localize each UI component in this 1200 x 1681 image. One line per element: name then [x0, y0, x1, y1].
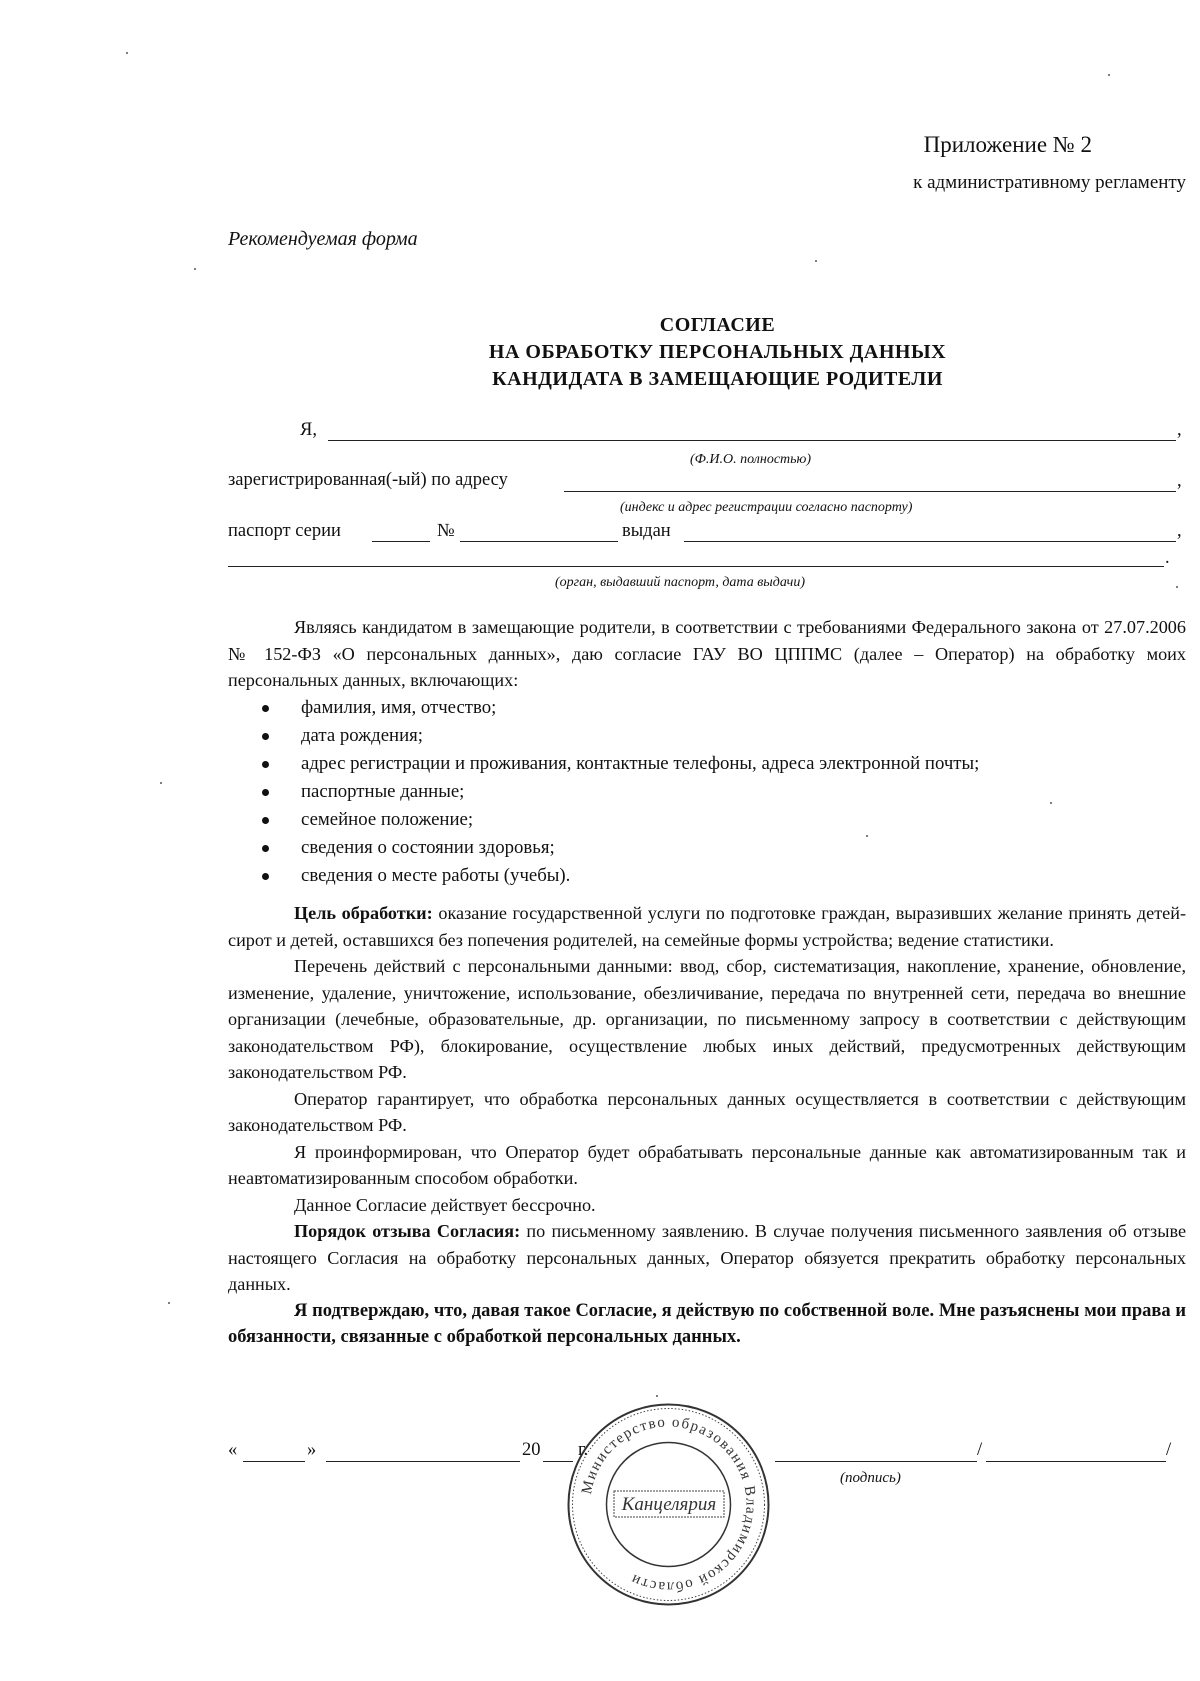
date-quote-open: «: [228, 1440, 238, 1460]
stamp-center-text: Канцелярия: [621, 1494, 717, 1515]
list-item: сведения о состоянии здоровья;: [228, 834, 979, 862]
actions-paragraph: Перечень действий с персональными данными: ввод, сбор, систематизация, накопление, хранение, обновление, изменение, удаление, уничтожение, использование, обезличивание, передача по внутренней сети, передача во внешние организации (лечебные, образовательные, др. организации, по письменному запросу в соответствии с действующим законодательством РФ), блокирование, осуществление любых иных действий, предусмотренных действующим законодательством РФ.: [228, 956, 1186, 1082]
revocation-label: Порядок отзыва Согласия:: [294, 1221, 521, 1241]
address-label: зарегистрированная(-ый) по адресу: [228, 470, 508, 490]
month-field[interactable]: [326, 1461, 520, 1462]
signature-decode-field[interactable]: [986, 1461, 1166, 1462]
issued-by-field[interactable]: [684, 541, 1176, 542]
office-stamp: [566, 1402, 771, 1607]
passport-number-field[interactable]: [460, 541, 618, 542]
confirmation-paragraph: Я подтверждаю, что, давая такое Согласие, я действую по собственной воле. Мне разъяснены мои права и обязанности, связанные с обработкой персональных данных.: [228, 1300, 1186, 1347]
revocation-text: по письменному заявлению. В случае получения письменного заявления об отзыве настоящего Согласия на обработку персональных данных, Оператор обязуется прекратить обработку персональных данных.: [228, 1221, 1187, 1294]
purpose-text: оказание государственной услуги по подготовке граждан, выразивших желание принять детей-сирот и детей, оставшихся без попечения родителей, на семейные формы устройства; ведение статистики.: [228, 903, 1187, 950]
document-title-line3: КАНДИДАТА В ЗАМЕЩАЮЩИЕ РОДИТЕЛИ: [492, 368, 943, 390]
issuer-date-field[interactable]: [228, 566, 1164, 567]
document-title-line2: НА ОБРАБОТКУ ПЕРСОНАЛЬНЫХ ДАННЫХ: [488, 341, 947, 363]
passport-series-field[interactable]: [372, 541, 430, 542]
document-title-line1: СОГЛАСИЕ: [659, 314, 776, 336]
scan-speck: [1050, 802, 1052, 804]
scan-speck: [866, 835, 868, 837]
scan-speck: [656, 1395, 658, 1397]
recommended-form-label: Рекомендуемая форма: [228, 228, 418, 250]
issued-label: выдан: [622, 521, 671, 541]
year-prefix: 20: [522, 1440, 541, 1460]
fio-field[interactable]: [328, 440, 1176, 441]
fio-comma: ,: [1177, 420, 1182, 440]
year-suffix: г.: [578, 1440, 589, 1460]
personal-data-list: [228, 694, 979, 890]
signature-slash-end: /: [1166, 1440, 1172, 1460]
scan-speck: [194, 268, 196, 270]
signature-slash: /: [977, 1440, 983, 1460]
fio-hint: (Ф.И.О. полностью): [690, 452, 812, 467]
body-paragraphs: [228, 900, 1186, 1351]
intro-paragraph: [228, 614, 1186, 694]
appendix-subtitle: к административному регламенту: [913, 172, 1186, 193]
scan-speck: [1176, 586, 1178, 588]
address-comma: ,: [1177, 471, 1182, 491]
informed-paragraph: Я проинформирован, что Оператор будет обрабатывать персональные данные как автоматизированным так и неавтоматизированным способом обработки.: [228, 1141, 1186, 1188]
list-item: семейное положение;: [228, 806, 979, 834]
signature-hint: (подпись): [840, 1470, 901, 1486]
revocation-paragraph: [228, 1218, 1186, 1298]
issuer-period: .: [1165, 548, 1170, 568]
intro-text: Являясь кандидатом в замещающие родители, в соответствии с требованиями Федерального закона от 27.07.2006 № 152-ФЗ «О персональных данных», даю согласие ГАУ ВО ЦППМС (далее – Оператор) на обработку моих персональных данных, включающих:: [228, 617, 1186, 690]
scan-speck: [126, 52, 128, 54]
stamp-ring-text: Министерство образования Владимирской области: [579, 1414, 759, 1595]
scan-speck: [815, 260, 817, 262]
purpose-paragraph: [228, 900, 1186, 953]
date-quote-close: »: [307, 1440, 317, 1460]
address-field[interactable]: [564, 491, 1176, 492]
list-item: сведения о месте работы (учебы).: [228, 862, 979, 890]
scan-speck: [168, 1302, 170, 1304]
day-field[interactable]: [243, 1461, 305, 1462]
appendix-title: Приложение № 2: [923, 132, 1092, 157]
list-item: адрес регистрации и проживания, контактные телефоны, адреса электронной почты;: [228, 750, 979, 778]
purpose-label: Цель обработки:: [294, 903, 433, 923]
signature-field[interactable]: [775, 1461, 977, 1462]
address-hint: (индекс и адрес регистрации согласно паспорту): [620, 500, 913, 515]
validity-paragraph: Данное Согласие действует бессрочно.: [294, 1194, 596, 1215]
issued-comma: ,: [1177, 521, 1182, 541]
list-item: фамилия, имя, отчество;: [228, 694, 979, 722]
i-label: Я,: [300, 420, 317, 440]
list-item: паспортные данные;: [228, 778, 979, 806]
list-item: дата рождения;: [228, 722, 979, 750]
passport-series-label: паспорт серии: [228, 521, 341, 541]
issuer-hint: (орган, выдавший паспорт, дата выдачи): [555, 575, 806, 590]
guarantee-paragraph: Оператор гарантирует, что обработка персональных данных осуществляется в соответствии с действующим законодательством РФ.: [228, 1088, 1186, 1135]
scan-speck: [1108, 74, 1110, 76]
scan-speck: [160, 782, 162, 784]
passport-number-label: №: [437, 521, 455, 541]
